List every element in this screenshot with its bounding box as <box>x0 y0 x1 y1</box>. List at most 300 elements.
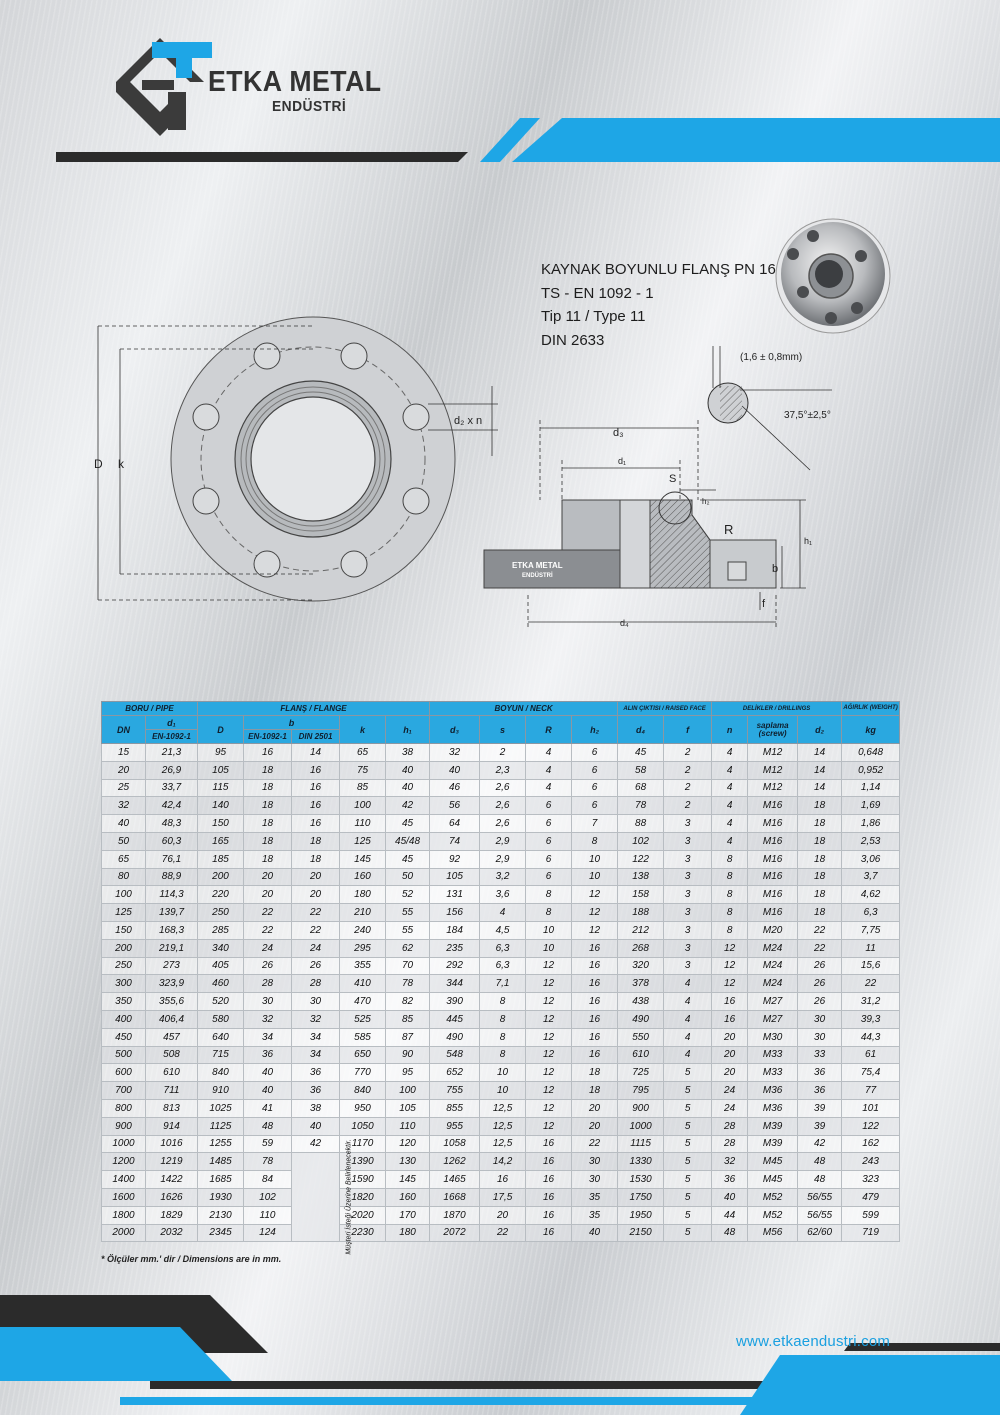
table-cell: 12 <box>712 975 748 993</box>
table-cell: 220 <box>198 886 244 904</box>
label-D: D <box>94 457 103 471</box>
table-cell: 285 <box>198 921 244 939</box>
table-cell: 7,1 <box>480 975 526 993</box>
table-row <box>102 1046 900 1064</box>
table-cell: 3 <box>664 904 712 922</box>
table-cell: 42 <box>292 1135 340 1153</box>
table-cell: 24 <box>292 939 340 957</box>
table-cell: 100 <box>340 797 386 815</box>
table-cell: 92 <box>430 850 480 868</box>
table-cell: 1200 <box>102 1153 146 1171</box>
table-cell: 5 <box>664 1206 712 1224</box>
table-cell: 610 <box>146 1064 198 1082</box>
table-cell: 45 <box>386 815 430 833</box>
table-cell: 12 <box>526 1117 572 1135</box>
table-cell: 2,3 <box>480 761 526 779</box>
table-cell: 10 <box>572 868 618 886</box>
table-cell: 34 <box>292 1046 340 1064</box>
table-row <box>102 850 900 868</box>
table-cell: 78 <box>386 975 430 993</box>
table-cell: 48,3 <box>146 815 198 833</box>
label-h2: h₂ <box>702 497 710 506</box>
table-cell: 1016 <box>146 1135 198 1153</box>
table-cell: 36 <box>292 1064 340 1082</box>
table-cell: 18 <box>292 850 340 868</box>
table-cell: 8 <box>712 868 748 886</box>
table-cell: 1115 <box>618 1135 664 1153</box>
table-cell: 34 <box>292 1028 340 1046</box>
table-cell: 2 <box>664 761 712 779</box>
table-cell: 48 <box>712 1224 748 1242</box>
table-cell: 74 <box>430 832 480 850</box>
brand-logo-icon <box>112 34 212 144</box>
table-cell: 5 <box>664 1117 712 1135</box>
table-cell: 2,6 <box>480 779 526 797</box>
table-cell: 719 <box>842 1224 900 1242</box>
table-cell: 2032 <box>146 1224 198 1242</box>
table-cell: 110 <box>386 1117 430 1135</box>
table-cell: 40 <box>386 779 430 797</box>
table-cell: 4,62 <box>842 886 900 904</box>
table-cell: 188 <box>618 904 664 922</box>
table-cell: 102 <box>618 832 664 850</box>
table-cell: 1,86 <box>842 815 900 833</box>
table-cell: 410 <box>340 975 386 993</box>
label-detail-angle: 37,5°±2,5° <box>784 410 831 421</box>
table-cell: 900 <box>618 1099 664 1117</box>
header-b-en: EN-1092-1 <box>244 730 292 744</box>
table-cell: 715 <box>198 1046 244 1064</box>
table-cell: 4 <box>664 1046 712 1064</box>
table-cell: 11 <box>842 939 900 957</box>
table-cell: 8 <box>480 993 526 1011</box>
table-cell: 955 <box>430 1117 480 1135</box>
table-cell: 20 <box>292 868 340 886</box>
table-cell: 12 <box>526 975 572 993</box>
table-row <box>102 1064 900 1082</box>
table-cell: 36 <box>798 1064 842 1082</box>
table-cell: 344 <box>430 975 480 993</box>
table-cell: 150 <box>198 815 244 833</box>
table-cell: 55 <box>386 904 430 922</box>
table-cell: 16 <box>712 1010 748 1028</box>
table-cell: 6 <box>572 797 618 815</box>
table-cell: 12 <box>526 993 572 1011</box>
table-cell: 610 <box>618 1046 664 1064</box>
table-cell: M16 <box>748 832 798 850</box>
table-cell: 28 <box>244 975 292 993</box>
table-cell: 28 <box>712 1117 748 1135</box>
table-cell: 8 <box>480 1046 526 1064</box>
table-cell: 4 <box>526 779 572 797</box>
table-cell: 75,4 <box>842 1064 900 1082</box>
table-cell: 6,3 <box>842 904 900 922</box>
table-cell: 4 <box>712 779 748 797</box>
table-cell: 58 <box>618 761 664 779</box>
table-cell: 12 <box>712 957 748 975</box>
table-cell: 36 <box>292 1082 340 1100</box>
table-cell: 8 <box>572 832 618 850</box>
table-cell: 18 <box>798 868 842 886</box>
table-row <box>102 975 900 993</box>
header-R: R <box>526 716 572 744</box>
header-h1: h₁ <box>386 716 430 744</box>
table-cell: 14 <box>292 744 340 762</box>
table-cell: M12 <box>748 779 798 797</box>
table-cell: 914 <box>146 1117 198 1135</box>
table-cell: 2000 <box>102 1224 146 1242</box>
header-screw: saplama (screw) <box>748 716 798 744</box>
table-cell: 20 <box>102 761 146 779</box>
table-cell: 45 <box>386 850 430 868</box>
table-cell: 120 <box>386 1135 430 1153</box>
table-cell: 4 <box>712 744 748 762</box>
table-cell: 5 <box>664 1224 712 1242</box>
table-cell: 16 <box>572 1010 618 1028</box>
table-cell: 22 <box>292 921 340 939</box>
table-cell: 61 <box>842 1046 900 1064</box>
table-cell: 41 <box>244 1099 292 1117</box>
brand-name: ETKA METAL <box>208 66 382 98</box>
table-cell: 1255 <box>198 1135 244 1153</box>
table-cell: 1170 <box>340 1135 386 1153</box>
table-row <box>102 815 900 833</box>
table-cell: M16 <box>748 904 798 922</box>
table-row <box>102 993 900 1011</box>
table-cell: 855 <box>430 1099 480 1117</box>
table-cell: 56 <box>430 797 480 815</box>
table-cell: 240 <box>340 921 386 939</box>
table-cell: 40 <box>244 1064 292 1082</box>
table-cell: 85 <box>386 1010 430 1028</box>
table-cell: 1820 <box>340 1188 386 1206</box>
website-link[interactable]: www.etkaendustri.com <box>736 1333 891 1350</box>
table-cell: 80 <box>102 868 146 886</box>
table-cell: 22 <box>244 904 292 922</box>
table-cell: 12 <box>526 1064 572 1082</box>
table-cell: 40 <box>292 1117 340 1135</box>
table-cell: 268 <box>618 939 664 957</box>
label-b: b <box>772 563 779 575</box>
table-cell: M27 <box>748 993 798 1011</box>
table-cell: M30 <box>748 1028 798 1046</box>
table-cell: 36 <box>712 1171 748 1189</box>
table-cell: 2230 <box>340 1224 386 1242</box>
table-cell: 16 <box>526 1135 572 1153</box>
table-cell: 520 <box>198 993 244 1011</box>
table-cell: 1422 <box>146 1171 198 1189</box>
header-group-raised-face: ALIN ÇIKTISI / RAISED FACE <box>618 702 712 716</box>
table-cell: 8 <box>480 1028 526 1046</box>
table-cell: M16 <box>748 868 798 886</box>
section-view-drawing <box>470 340 850 640</box>
table-cell: 122 <box>842 1117 900 1135</box>
table-cell: 145 <box>386 1171 430 1189</box>
table-cell: 16 <box>572 957 618 975</box>
table-row <box>102 1082 900 1100</box>
table-cell: 2072 <box>430 1224 480 1242</box>
label-h1: h₁ <box>804 536 813 546</box>
table-cell: 26 <box>798 975 842 993</box>
table-row <box>102 797 900 815</box>
table-cell: 16 <box>572 993 618 1011</box>
table-cell: 40 <box>244 1082 292 1100</box>
table-cell: 184 <box>430 921 480 939</box>
table-cell: 16 <box>526 1188 572 1206</box>
table-cell: 18 <box>798 886 842 904</box>
table-cell: 18 <box>244 761 292 779</box>
table-cell: 20 <box>712 1046 748 1064</box>
table-cell: 6 <box>526 850 572 868</box>
table-cell: 4 <box>526 761 572 779</box>
header-f: f <box>664 716 712 744</box>
table-cell: 355,6 <box>146 993 198 1011</box>
table-cell: 39,3 <box>842 1010 900 1028</box>
table-cell: 300 <box>102 975 146 993</box>
table-cell: 185 <box>198 850 244 868</box>
section-logo-sub: ENDÜSTRİ <box>522 573 553 579</box>
table-cell: 3 <box>664 957 712 975</box>
table-cell: 16 <box>292 761 340 779</box>
table-cell: 110 <box>244 1206 292 1224</box>
table-cell: 2,6 <box>480 797 526 815</box>
table-cell: 3 <box>664 815 712 833</box>
table-cell: 4 <box>712 761 748 779</box>
merged-note: Müşteri İsteği Üzerine Belirlenecektir. <box>345 1139 353 1255</box>
table-cell: M16 <box>748 815 798 833</box>
table-cell: 105 <box>198 761 244 779</box>
table-cell: 90 <box>386 1046 430 1064</box>
section-logo-text: ETKA METAL <box>512 561 563 570</box>
table-cell: 1930 <box>198 1188 244 1206</box>
table-cell: 1000 <box>618 1117 664 1135</box>
label-R: R <box>724 522 734 537</box>
table-cell: 323,9 <box>146 975 198 993</box>
table-cell: 156 <box>430 904 480 922</box>
table-cell: 7 <box>572 815 618 833</box>
table-cell: 39 <box>798 1099 842 1117</box>
table-cell: 110 <box>340 815 386 833</box>
table-cell: 180 <box>340 886 386 904</box>
table-cell: M24 <box>748 975 798 993</box>
table-cell: 5 <box>664 1135 712 1153</box>
table-cell: 6 <box>572 779 618 797</box>
table-cell: 18 <box>798 797 842 815</box>
table-cell: 3,7 <box>842 868 900 886</box>
table-cell: 10 <box>480 1082 526 1100</box>
header-d1-standard: EN-1092-1 <box>146 730 198 744</box>
table-cell: 40 <box>712 1188 748 1206</box>
table-cell: 599 <box>842 1206 900 1224</box>
table-row <box>102 868 900 886</box>
table-cell: 5 <box>664 1188 712 1206</box>
header-D: D <box>198 716 244 744</box>
table-cell: 62/60 <box>798 1224 842 1242</box>
table-cell: M52 <box>748 1206 798 1224</box>
table-cell: 101 <box>842 1099 900 1117</box>
table-cell: 28 <box>292 975 340 993</box>
table-cell: 6 <box>526 832 572 850</box>
header-dn: DN <box>102 716 146 744</box>
header-group-drillings: DELİKLER / DRILLINGS <box>712 702 842 716</box>
table-cell: 2,53 <box>842 832 900 850</box>
table-cell: 12 <box>526 1082 572 1100</box>
table-cell: 20 <box>712 1028 748 1046</box>
table-cell: 600 <box>102 1064 146 1082</box>
table-row <box>102 1099 900 1117</box>
table-cell: M39 <box>748 1117 798 1135</box>
table-cell: 165 <box>198 832 244 850</box>
table-cell: 14 <box>798 779 842 797</box>
table-cell: M56 <box>748 1224 798 1242</box>
table-cell: 38 <box>292 1099 340 1117</box>
table-cell: 18 <box>244 850 292 868</box>
table-cell: 18 <box>798 815 842 833</box>
table-cell: 12,5 <box>480 1135 526 1153</box>
table-cell: 1829 <box>146 1206 198 1224</box>
label-detail-gap: (1,6 ± 0,8mm) <box>740 352 803 363</box>
table-cell: 102 <box>244 1188 292 1206</box>
table-cell: 18 <box>572 1064 618 1082</box>
table-cell: 40 <box>572 1224 618 1242</box>
table-cell: 30 <box>572 1153 618 1171</box>
label-f: f <box>762 598 766 610</box>
table-cell: 139,7 <box>146 904 198 922</box>
table-cell: 5 <box>664 1171 712 1189</box>
table-cell: 1530 <box>618 1171 664 1189</box>
table-cell: 840 <box>198 1064 244 1082</box>
table-cell: 438 <box>618 993 664 1011</box>
table-cell: 1,69 <box>842 797 900 815</box>
table-cell: 378 <box>618 975 664 993</box>
table-row <box>102 957 900 975</box>
table-cell: 840 <box>340 1082 386 1100</box>
table-cell: 12 <box>572 921 618 939</box>
table-cell: 30 <box>798 1028 842 1046</box>
table-cell: 1050 <box>340 1117 386 1135</box>
table-cell: 88,9 <box>146 868 198 886</box>
table-cell: 45 <box>618 744 664 762</box>
table-cell: 3,06 <box>842 850 900 868</box>
table-row <box>102 904 900 922</box>
table-cell: 490 <box>618 1010 664 1028</box>
table-cell: 4 <box>664 975 712 993</box>
table-cell: 40 <box>386 761 430 779</box>
table-cell: 22 <box>292 904 340 922</box>
table-cell: 16 <box>572 939 618 957</box>
table-cell: 16 <box>572 975 618 993</box>
table-cell: 243 <box>842 1153 900 1171</box>
table-row <box>102 779 900 797</box>
table-cell: 95 <box>198 744 244 762</box>
table-cell: 82 <box>386 993 430 1011</box>
table-cell: M45 <box>748 1153 798 1171</box>
table-cell: 77 <box>842 1082 900 1100</box>
table-cell: 16 <box>244 744 292 762</box>
table-cell: 4 <box>664 1028 712 1046</box>
table-cell: 292 <box>430 957 480 975</box>
table-cell: 115 <box>198 779 244 797</box>
table-cell: 76,1 <box>146 850 198 868</box>
table-cell: 32 <box>102 797 146 815</box>
table-cell: 340 <box>198 939 244 957</box>
table-cell: 3,6 <box>480 886 526 904</box>
table-row <box>102 939 900 957</box>
table-cell: 35 <box>572 1206 618 1224</box>
table-row <box>102 1206 900 1224</box>
table-cell: 1400 <box>102 1171 146 1189</box>
table-cell: 6,3 <box>480 957 526 975</box>
table-cell: 12 <box>526 957 572 975</box>
table-cell: 4 <box>664 993 712 1011</box>
table-row <box>102 761 900 779</box>
table-cell: 168,3 <box>146 921 198 939</box>
product-din: DIN 2633 <box>541 331 605 349</box>
table-cell: 4,5 <box>480 921 526 939</box>
table-cell: 26,9 <box>146 761 198 779</box>
table-cell: 18 <box>244 779 292 797</box>
table-row <box>102 886 900 904</box>
table-cell: 295 <box>340 939 386 957</box>
table-cell: 22 <box>572 1135 618 1153</box>
table-cell: 30 <box>798 1010 842 1028</box>
table-cell: 8 <box>712 921 748 939</box>
table-cell: 900 <box>102 1117 146 1135</box>
table-cell: 36 <box>798 1082 842 1100</box>
table-cell: 14,2 <box>480 1153 526 1171</box>
table-cell: 460 <box>198 975 244 993</box>
table-cell: 40 <box>102 815 146 833</box>
table-cell: 4 <box>664 1010 712 1028</box>
table-cell: 75 <box>340 761 386 779</box>
table-row <box>102 744 900 762</box>
table-cell: M12 <box>748 744 798 762</box>
header-n: n <box>712 716 748 744</box>
table-cell: 44,3 <box>842 1028 900 1046</box>
header-s: s <box>480 716 526 744</box>
table-cell: 350 <box>102 993 146 1011</box>
table-cell: 235 <box>430 939 480 957</box>
table-cell: 550 <box>618 1028 664 1046</box>
table-cell: 5 <box>664 1082 712 1100</box>
table-cell: 650 <box>340 1046 386 1064</box>
table-cell: M33 <box>748 1046 798 1064</box>
table-cell: 20 <box>572 1099 618 1117</box>
table-cell: 500 <box>102 1046 146 1064</box>
table-cell: 78 <box>618 797 664 815</box>
table-cell: 6,3 <box>480 939 526 957</box>
table-cell: 3 <box>664 868 712 886</box>
table-row <box>102 1153 900 1171</box>
table-cell: 48 <box>798 1153 842 1171</box>
table-cell: 795 <box>618 1082 664 1100</box>
table-cell: 22 <box>798 921 842 939</box>
table-cell: 323 <box>842 1171 900 1189</box>
table-cell: 48 <box>798 1171 842 1189</box>
table-cell: 457 <box>146 1028 198 1046</box>
table-cell: 1058 <box>430 1135 480 1153</box>
table-cell: 3 <box>664 921 712 939</box>
table-cell: 355 <box>340 957 386 975</box>
table-cell: 12 <box>526 1010 572 1028</box>
product-standard: TS - EN 1092 - 1 <box>541 284 654 302</box>
table-cell: 450 <box>102 1028 146 1046</box>
footer-stripes <box>0 1285 1000 1415</box>
table-cell: 6 <box>572 761 618 779</box>
table-cell: 711 <box>146 1082 198 1100</box>
table-cell: 24 <box>712 1082 748 1100</box>
table-cell: 813 <box>146 1099 198 1117</box>
